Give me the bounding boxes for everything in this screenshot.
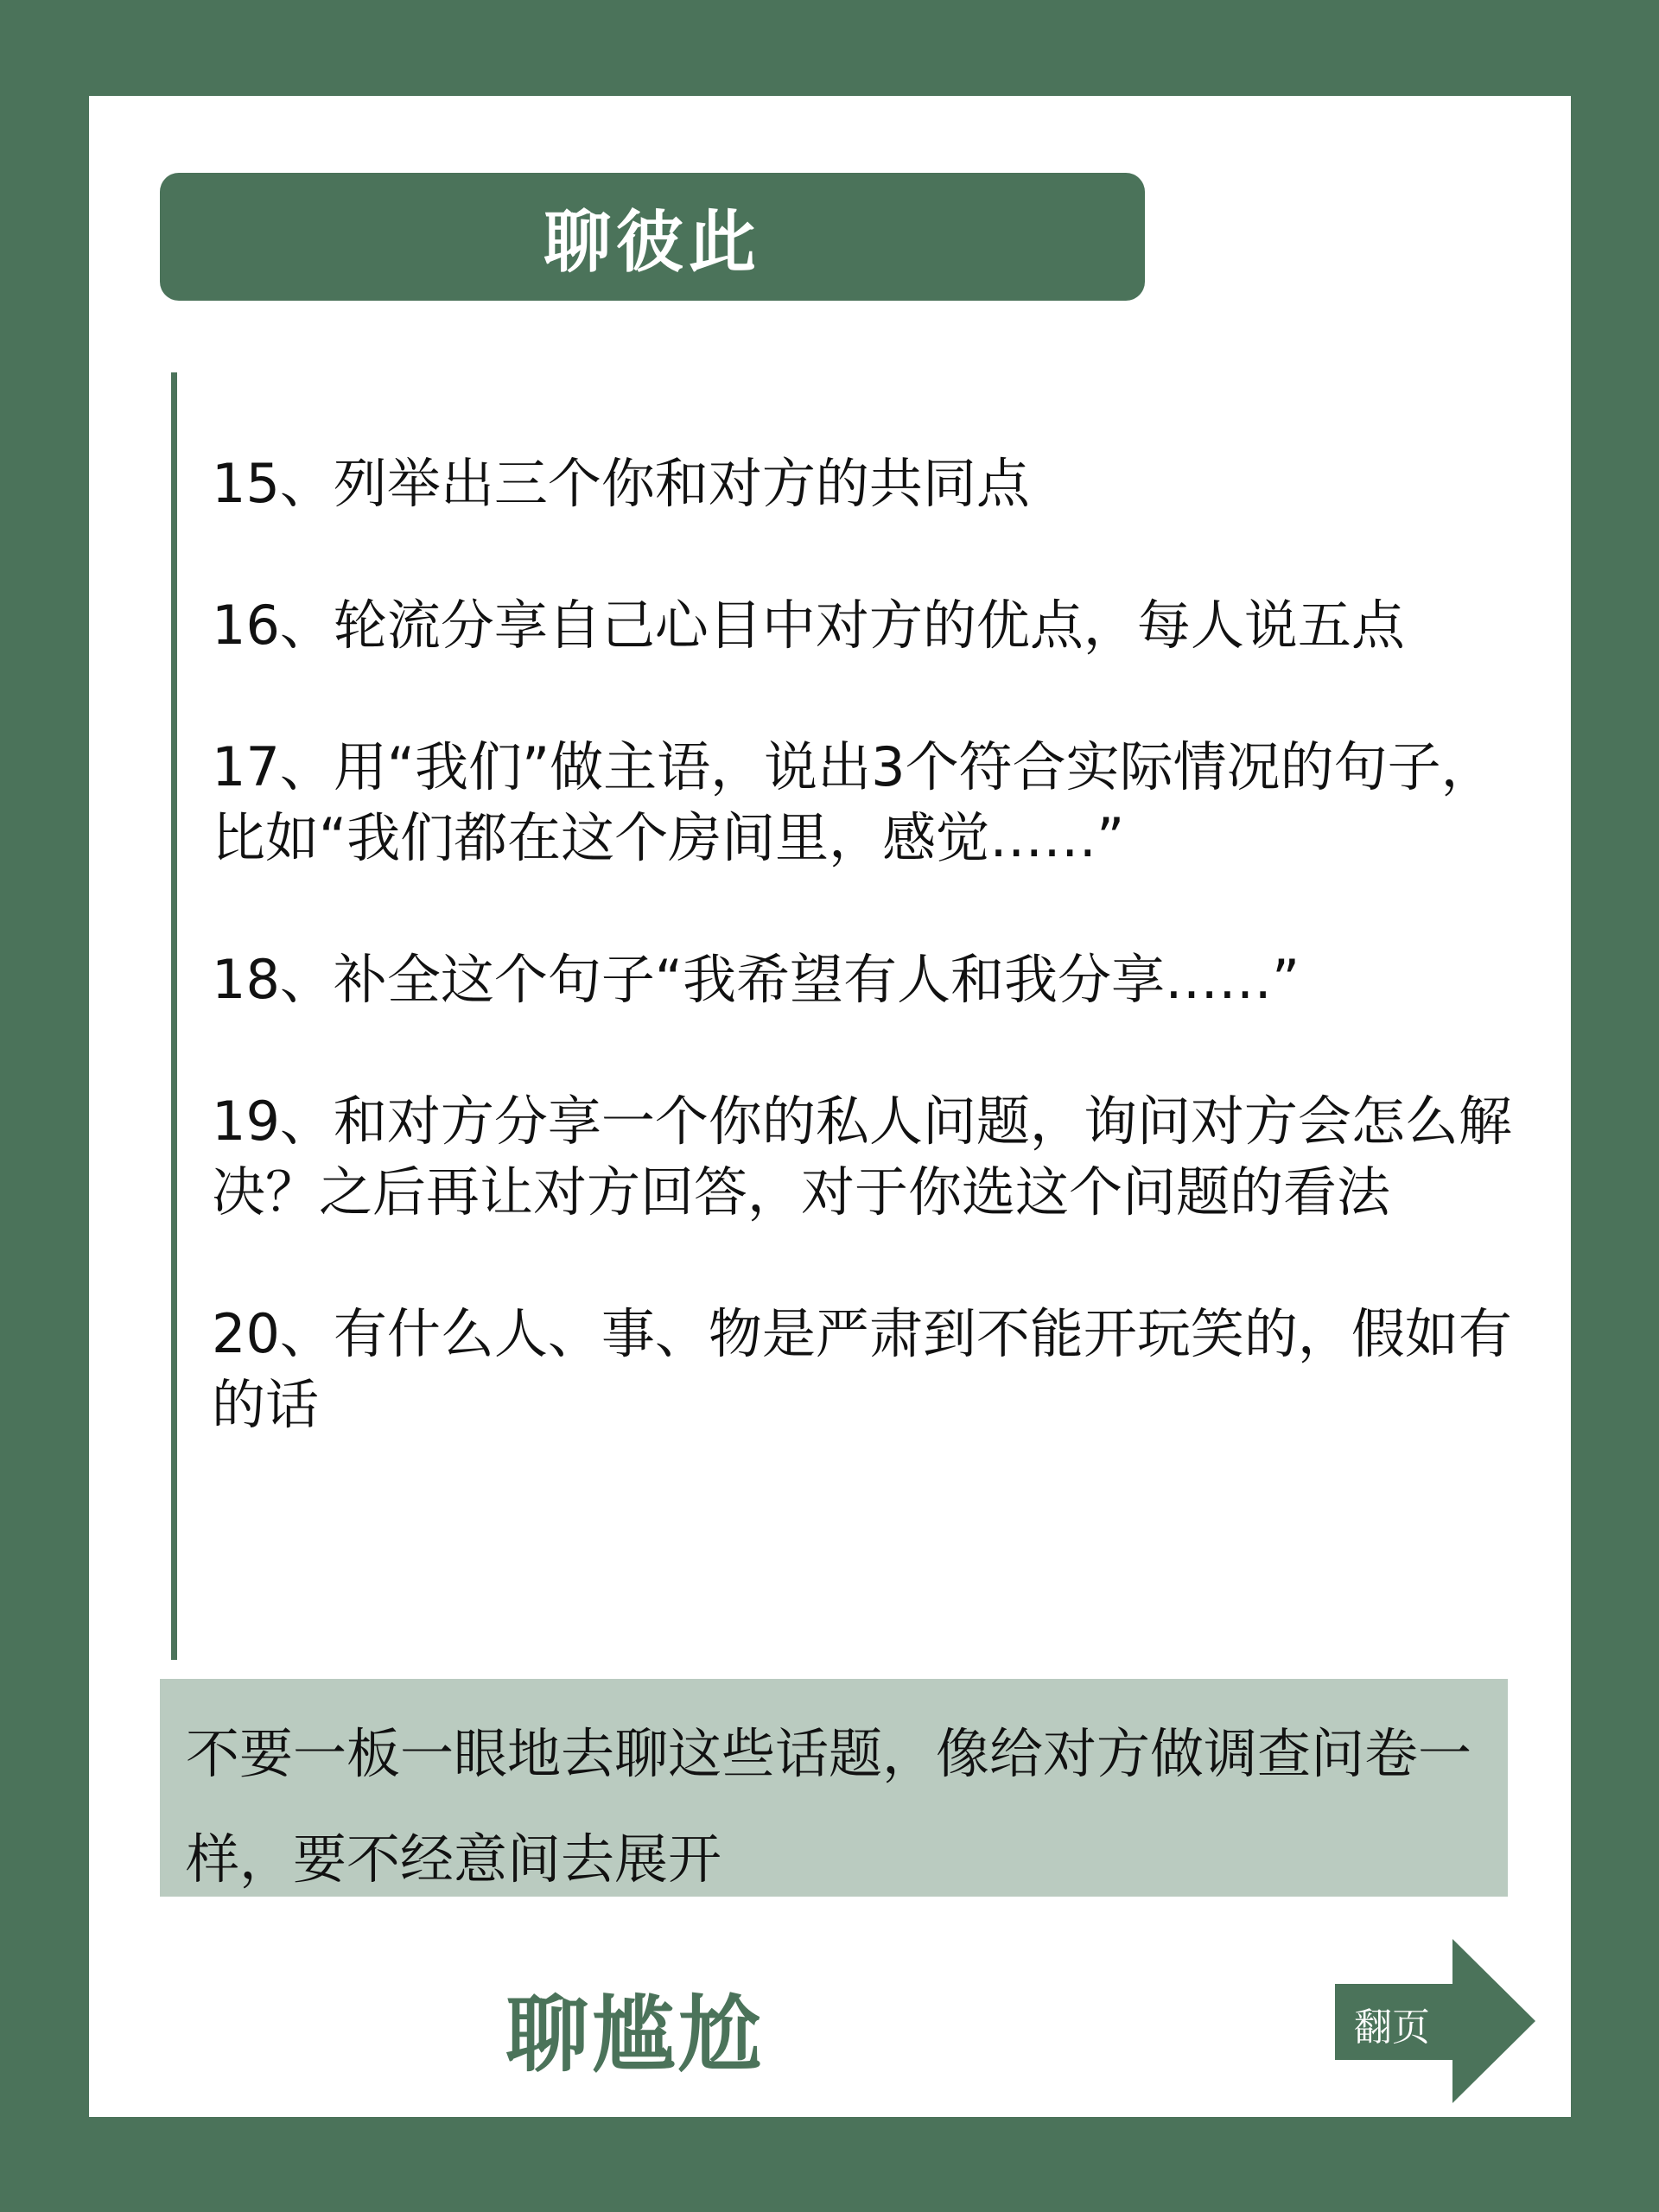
tip-box: [160, 1679, 1508, 1897]
list-item: 20、有什么人、事、物是严肃到不能开玩笑的，假如有的话: [212, 1302, 1512, 1436]
left-divider: [171, 372, 177, 1660]
question-list: [212, 448, 1542, 1511]
list-item: 17、用“我们”做主语，说出3个符合实际情况的句子，比如“我们都在这个房间里，感觉……”: [212, 735, 1495, 869]
page-title: 聊彼此: [543, 204, 761, 282]
list-item: 18、补全这个句子“我希望有人和我分享……”: [212, 948, 1300, 1011]
content-card: [89, 96, 1571, 2117]
list-item: 15、列举出三个你和对方的共同点: [212, 452, 1030, 515]
list-item: 19、和对方分享一个你的私人问题，询问对方会怎么解决？之后再让对方回答，对于你选这个问题的看法: [212, 1090, 1512, 1224]
tip-text: 不要一板一眼地去聊这些话题，像给对方做调查问卷一样，要不经意间去展开: [186, 1722, 1472, 1891]
next-page-label: 翻页: [1354, 2005, 1430, 2050]
next-page-button[interactable]: [1335, 1939, 1535, 2103]
next-section-title: 聊尴尬: [505, 1986, 765, 2083]
list-item: 16、轮流分享自己心目中对方的优点，每人说五点: [212, 594, 1405, 657]
title-banner: [160, 173, 1145, 301]
